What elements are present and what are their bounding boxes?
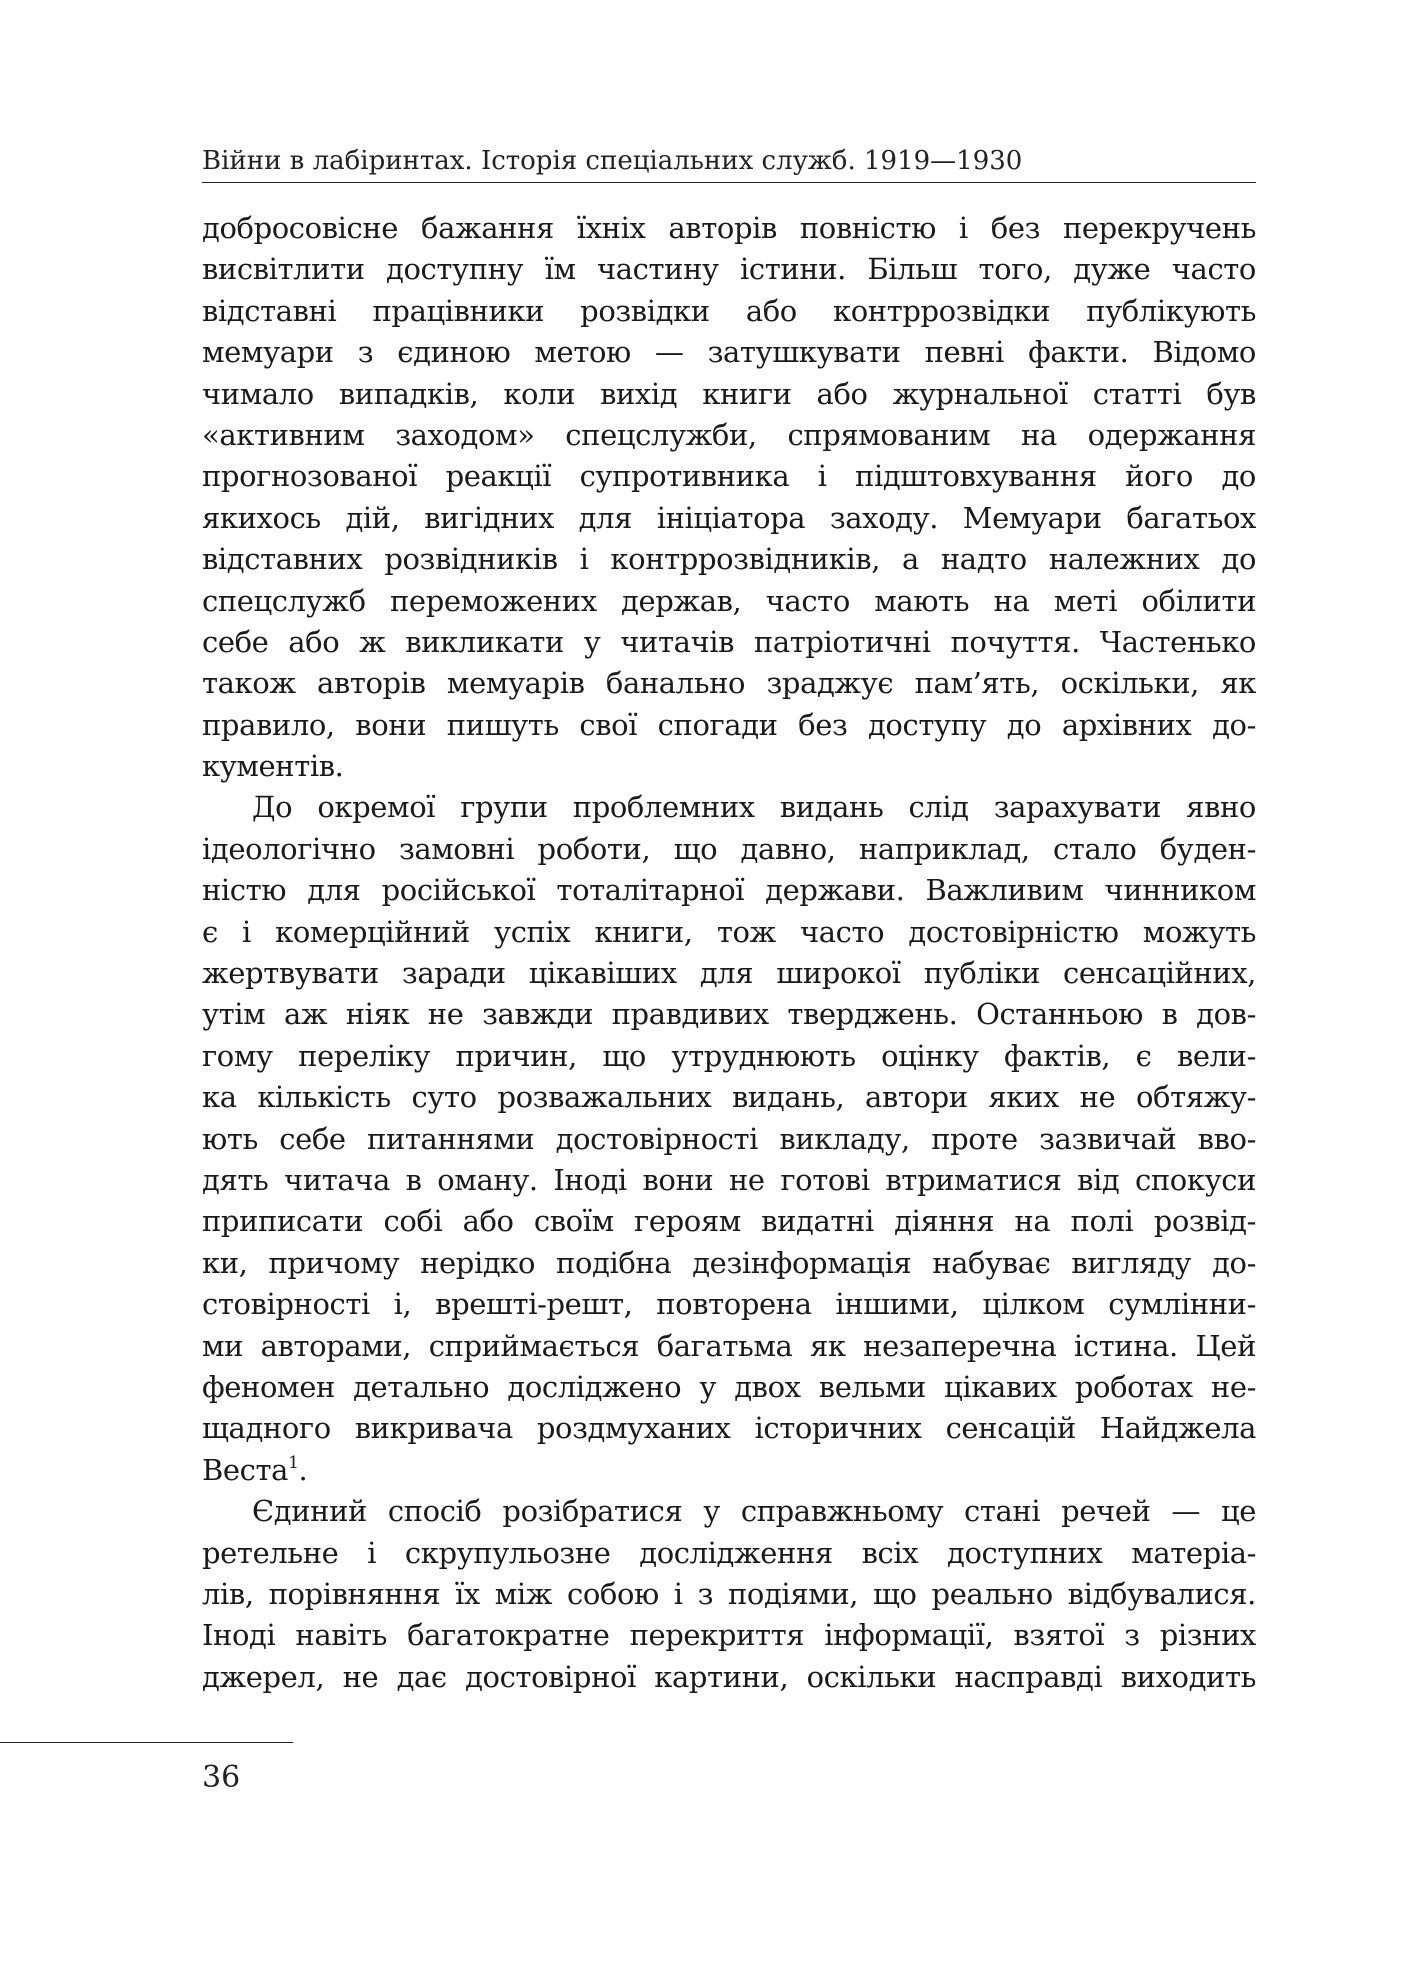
text-line: спецслужб переможених держав, часто мають на меті обілити	[202, 583, 1256, 618]
text-line: чимало випадків, коли вихід книги або журнальної статті був	[202, 376, 1256, 411]
text-line: стовірності і, врешті-решт, повторена іншими, цілком сумлінни-	[202, 1287, 1256, 1322]
body-text	[202, 208, 1256, 1698]
footnote-rule	[0, 1742, 293, 1743]
text-line: якихось дій, вигідних для ініціатора заходу. Мемуари багатьох	[202, 500, 1256, 535]
text-line: ка кількість суто розважальних видань, автори яких не обтяжу-	[202, 1080, 1256, 1115]
text-line: До окремої групи проблемних видань слід зарахувати явно	[252, 790, 1256, 825]
text-line: ють себе питаннями достовірності викладу, проте зазвичай вво-	[202, 1121, 1256, 1156]
text-line: мемуари з єдиною метою — затушкувати певні факти. Відомо	[202, 335, 1256, 370]
text-line: Іноді навіть багатократне перекриття інформації, взятої з різних	[202, 1618, 1256, 1653]
text-line: ністю для російської тоталітарної держави. Важливим чинником	[202, 873, 1256, 908]
text-line: гому переліку причин, що утруднюють оцінку фактів, є вели-	[202, 1038, 1256, 1073]
text-line: є і комерційний успіх книги, тож часто достовірністю можуть	[202, 914, 1256, 949]
text-line: добросовісне бажання їхніх авторів повністю і без перекручень	[202, 211, 1256, 245]
text-line: лів, порівняння їх між собою і з подіями, що реально відбувалися.	[202, 1576, 1256, 1611]
page-number: 36	[202, 1760, 241, 1795]
paragraph-1	[202, 208, 1256, 787]
text-line: ки, причому нерідко подібна дезінформація набуває вигляду до-	[202, 1245, 1256, 1280]
text-line: джерел, не дає достовірної картини, оскільки насправді виходить	[202, 1659, 1256, 1694]
running-title: Війни в лабіринтах. Історія спеціальних служб. 1919—1930	[202, 146, 1023, 176]
text-line: Єдиний спосіб розібратися у справжньому стані речей — це	[252, 1494, 1256, 1529]
text-line: кументів.	[202, 749, 344, 784]
text-line: висвітлити доступну їм частину істини. Більш того, дуже часто	[202, 252, 1256, 287]
text-line: дять читача в оману. Іноді вони не готові втриматися від спокуси	[202, 1162, 1256, 1197]
text-line: приписати собі або своїм героям видатні діяння на полі розвід-	[202, 1204, 1256, 1239]
text-line: правило, вони пишуть свої спогади без доступу до архівних до-	[202, 707, 1256, 742]
text-line: відставних розвідників і контррозвідників, а надто належних до	[202, 542, 1256, 577]
header-rule	[202, 182, 1256, 183]
text-line: ми авторами, сприймається багатьма як незаперечна істина. Цей	[202, 1328, 1256, 1363]
text-line: прогнозованої реакції супротивника і підштовхування його до	[202, 459, 1256, 494]
text-line: щадного викривача роздмуханих історичних сенсацій Найджела	[202, 1411, 1256, 1446]
paragraph-3	[202, 1491, 1256, 1698]
text-line: «активним заходом» спецслужби, спрямованим на одержання	[202, 417, 1256, 452]
text-line: утім аж ніяк не завжди правдивих тверджень. Останньою в дов-	[202, 997, 1256, 1032]
text-segment: Веста	[202, 1452, 289, 1487]
text-line: себе або ж викликати у читачів патріотичні почуття. Частенько	[202, 624, 1256, 659]
text-line: також авторів мемуарів банально зраджує пам’ять, оскільки, як	[202, 666, 1256, 701]
text-line: жертвувати заради цікавіших для широкої публіки сенсаційних,	[202, 956, 1256, 991]
footnote-reference[interactable]: 1	[288, 1452, 299, 1473]
text-line: ідеологічно замовні роботи, що давно, наприклад, стало буден-	[202, 831, 1256, 866]
text-segment: .	[298, 1452, 308, 1487]
text-line: відставні працівники розвідки або контррозвідки публікують	[202, 293, 1256, 328]
text-line: феномен детально досліджено у двох вельми цікавих роботах не-	[202, 1369, 1256, 1404]
paragraph-2	[202, 787, 1256, 1491]
text-line	[202, 1450, 1256, 1491]
text-line: ретельне і скрупульозне дослідження всіх доступних матеріа-	[202, 1535, 1256, 1570]
